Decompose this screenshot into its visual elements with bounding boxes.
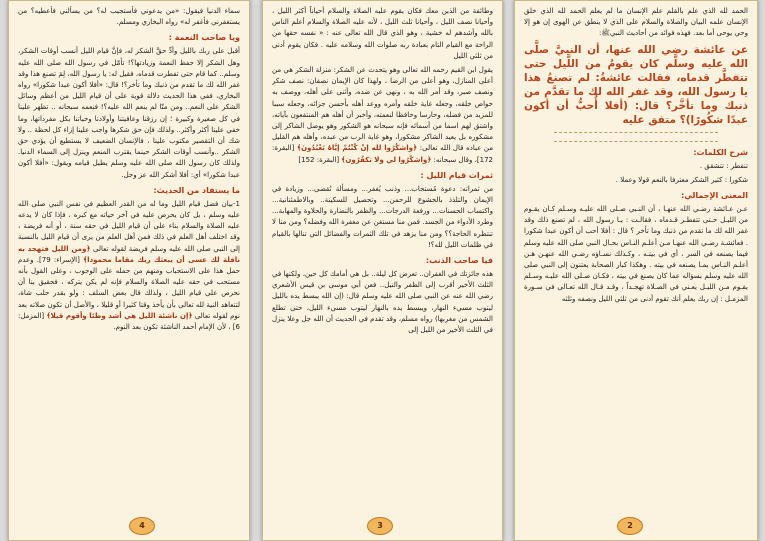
quran-verse: ﴿ومن الليل فتهجد به نافلة لك عسى أن يبعثك ربك مقاما محمودا﴾ — [18, 244, 240, 264]
paragraph: أقبل على ربك بالليل وأدِّ حقَّ الشكر له، فإنَّ قيام الليل أنسب أوقات الشكر، وهل الشكر إلا حفظ النعمة وزيادتها؟! تأمّل في رسول الله صلى الله عليه وسلم.. كما قام حتى تفطرت قدماه، فقيل له: يا رسول الله، لِمَ تصنع هذا وقد غفر الله لك ما تقدم من ذنبك وما تأخر؟! قال: «أفلا أكون عبدا شكورا» رواه البخاري، ففي هذا الحديث دلالة قوية على أن قيام الليل من أعظم وسائل الشكر على النعم.. ومن منّا لم ينعم الله عليه؟! فنعمه سبحانه .. تظهر علينا في كل صغيرة وكبيرة ؛ إن رزقنا وعافيتنا وأولادنا وحياتنا بكل مفرداتها، وما خفي علينا أكثر وأكثر.. ولذلك فإن حق شكرها واجب علينا إزاء كل لحظة .. ولا شك أن التقصير مكتوب علينا ، فالإنسان الضعيف لا يستطيع أن يؤدي حق الشكر ..وأنسب أوقات الشكر حينما يقترب المنعم وينزل إلى السماء الدنيا. ولذلك كان رسول الله صلى الله عليه وسلم يطيل قيامه ويقول: «أفلا أكون عبدا شكورا» أي: أفلا أشكر الله عز وجل. — [18, 47, 240, 179]
paragraph: من ثمراته: دعوة مُستجاب... وذنب يُغفر... ومسألة تُقضى... وزيادة في الإيمان والتلذذ بالخشوع للرحمن... وتحصيل للسكينة.. وبالاطمئنانية... واكتساب الحسنات... ورفعة الدرجات... والظفر بالنضارة والحلاوة والمهابة... وطرد الأدواء من الجسد. فمن منا مستغن عن مغفرة الله وفضله؟ ومن منا لا تنتظره الحاجة؟؟ ومن منا يزهد في تلك الثمرات والفضائل التي تنالها بالقيام في ظلمات الليل لله؟! — [272, 184, 493, 249]
ibn-qayyim-text: يقول ابن القيم رحمه الله تعالى وهو يتحدث عن الشكر: منزلة الشكر هي من أعلى المنازل، وهو أعلى من الرضا ، ولهذا كان الإيمان نصفان: نصف شكر ونصف صبر، وقد أمر الله به ، ونهى عن ضده، وأثنى على أهله، ووصف به خواص خلقه، وجعله غاية خلقه وأمره ووعد أهله بأحسن جزائه، وجعله سببا للمزيد من فضله، وحارسا وحافظا لنعمته، وأخبر أن أهله هم المنتفعون بآياته، واشتق لهم اسما من أسمائه فإنه سبحانه هو الشكور وهو يوصل الشاكر إلى مشكوره بل يعيد الشاكر مشكورا، وهو غاية الرب من عبده، وأهله هم القليل من عباده قال الله تعالى: — [272, 66, 493, 153]
section-heading-grace: ويا صاحب النعمة : — [168, 33, 240, 43]
page-number: 2 — [617, 517, 643, 535]
paragraph: عـن عـائشة رضـي الله عنهـا ، أن النـبي صـلى الله عليـه وسـلم كـان يقـوم من الليـل حـتى تتفطـر قـدماه ، فقالـت : يـا رسول الله ، لم تصنع ذلك وقد غفر الله لك ما تقدم من ذنبك وما تأخر ؟ قال : أفلا أحب أن أكون عبدا شكورا . فعائشـة رضـي الله عنهـا مـن أعلـم النـاس بحـال النبي صلى الله عليه وسلم فيما يصنعه في السر ، أي في بيتـه ، وكـذلك نسـاؤه رضـي الله عنهـن هـن أعلـم النـاس بمـا يصنعه في بيته . وهكذا كبار الصحابة يعتنون إلى النبي صلى الله عليه وسلم بسؤاله عما كان يصنع في بيته ، فكـان صـلى الله عليـه وسـلم يقـوم مـن الليـل يعـني في الصـلاة تهجـداً ، وقـد قـال الله تعـالى في سـورة المزمـل : إن ربك يعلم أنك تقوم أدنى من ثلثي الليل ونصفه وثلثه — [524, 205, 748, 303]
page-number: 4 — [129, 517, 155, 535]
hadith-text: عن عائشة رضي الله عنها، أن النبيَّ صلَّى الله عليه وسلَّم كان يقومُ من اللَّيل حتى تتفطَّر قدماه، فقالت عائشةُ: لم تصنعُ هذا يا رسول الله، وقد غفر الله لك ما تقدَّم من ذنبك وما تأخَّر؟ قال: (أفلا أُحبُّ أن أكون عبدًا شكُورًا)؟ متفق عليه — [524, 43, 748, 126]
page-number: 3 — [367, 517, 393, 535]
section-heading-benefits: ما يستفاد من الحديث: — [153, 185, 240, 195]
paragraph — [18, 199, 240, 333]
paragraph: سماء الدنيا فيقول: «من يدعوني فأستجيب له؟ من يسألني فأعطيه؟ من يستغفرني فأغفر له» رواه البخاري ومسلم. — [18, 7, 240, 27]
page-2 — [514, 0, 758, 541]
intro-paragraph: الحمد لله الذي علم بالقلم علم الإنسان ما لم يعلم الحمد لله الذي خلق الإنسان علمه البيان والصلاة والسلام على الذي لا ينطق عن الهوى إن هو إلا وحي يوحى أما بعد. فهذه فوائد من أحاديث النبيﷺ: — [524, 7, 748, 38]
paragraph: هذه جائزتك في الغفران.. تعرض كل ليلة.. بل هي أمامك كل حين، ولكنها في الثلث الأخير أقرب إلى الظفر والنيل.. فعن أبي موسى بن قيس الأشعري رضي الله عنه عن النبي صلى الله عليه وسلم قال: (إن الله يبسط يده بالليل ليتوب مسيء النهار، ويبسط يده بالنهار ليتوب مسيء الليل، حتى تطلع الشمس من مغربها) رواه مسلم، وقد تقدم في الحديث أن الله جل وعلا ينزل في الثلث الأخير من الليل إلى — [272, 270, 493, 335]
quran-verse: ﴿واشكُرُوا لله إنْ كُنْتُمْ إيَّاهُ تَعْبُدُونَ﴾ — [296, 144, 418, 153]
benefits-text: [الإسراء: 79]. وعدم حمل هذا على الاستحباب ومنهم من حمله على الوجوب ، وعلى القول بأنه مستحب في حقه عليه الصلاة والسلام فإنه لم يكن يتركه ، فحقيق بنا أن نحرص على قيام الليل ، ولذلك قال بعض السلف : ولو بقدر حلب شاة، لتتعاهد النية لله تعالى بأن يأخذ وقتا كثيرا أو قليلا ، والأصل أن تكون صلاته بعد نوم لقوله تعالى — [18, 255, 240, 320]
page-3-content — [272, 6, 493, 518]
page-3 — [262, 0, 503, 541]
vocab-item: تنفطر : تتشقق . — [699, 161, 748, 170]
verse-reference: [البقرة: 152] — [298, 155, 340, 164]
paragraph — [272, 65, 493, 166]
quran-verse: ﴿واشكُرُوا لي ولا تكفُرُون﴾ — [341, 155, 432, 164]
section-heading-vocab: شرح الكلمات: — [693, 147, 748, 157]
section-heading-sinner: فيا صاحب الذنب: — [425, 256, 493, 266]
benefits-text: [المزمل: 6] ، لأن الإمام أحمد الناشئة تكون بعد النوم. — [18, 311, 240, 332]
ornament-divider — [554, 132, 718, 142]
section-heading-fruits: ثمرات قيام الليل : — [420, 170, 493, 180]
benefits-text: 1-بيان فضل قيام الليل وما له من القدر العظيم في نفس النبي صلى الله عليه وسلم ، بل كان يحرص عليه في آخر حياته مع كبره ، فإذا كان لا يدعه عليه الصلاة والسلام بناء على أن قيام الليل في حقه سنة ، أو أنه فريضة ، وقد اختلف أهل العلم في ذلك فمن أهل العلم من يرى أن قيام الليل بالنسبة إلى النبي صلى الله عليه وسلم فريضة لقوله تعالى — [18, 199, 240, 253]
page-4-content — [18, 6, 240, 518]
verse-reference: [البقرة: 172]، وقال سبحانه: — [272, 144, 493, 164]
paragraph: وطائفة من الذين معك فكان يقوم عليه الصلاة والسلام أحياناً أكثر الليل ، وأحيانا نصف الليل ، وأحيانا ثلث الليل ، لأنه عليه الصلاة والسلام أعلم الناس بالله وأشدهم له خشية ، وهو الذي قال الله تعالى عنه : « نفسه حقها من الراحة مع القيام التام بعبادة ربه صلوات الله وسلامه عليه . فكان يقوم أدنى من ثلثي الليل — [272, 7, 493, 60]
vocab-item: شكورا : كثير الشكر معترفا بالنعم قولا وعملا . — [615, 175, 748, 184]
page-2-content — [524, 6, 748, 518]
page-4 — [8, 0, 250, 541]
section-heading-meaning: المعنى الإجمالي: — [681, 191, 748, 201]
quran-verse: ﴿إن ناشئة الليل هي أشد وطئا وأقوم قيلا﴾ — [46, 311, 193, 320]
